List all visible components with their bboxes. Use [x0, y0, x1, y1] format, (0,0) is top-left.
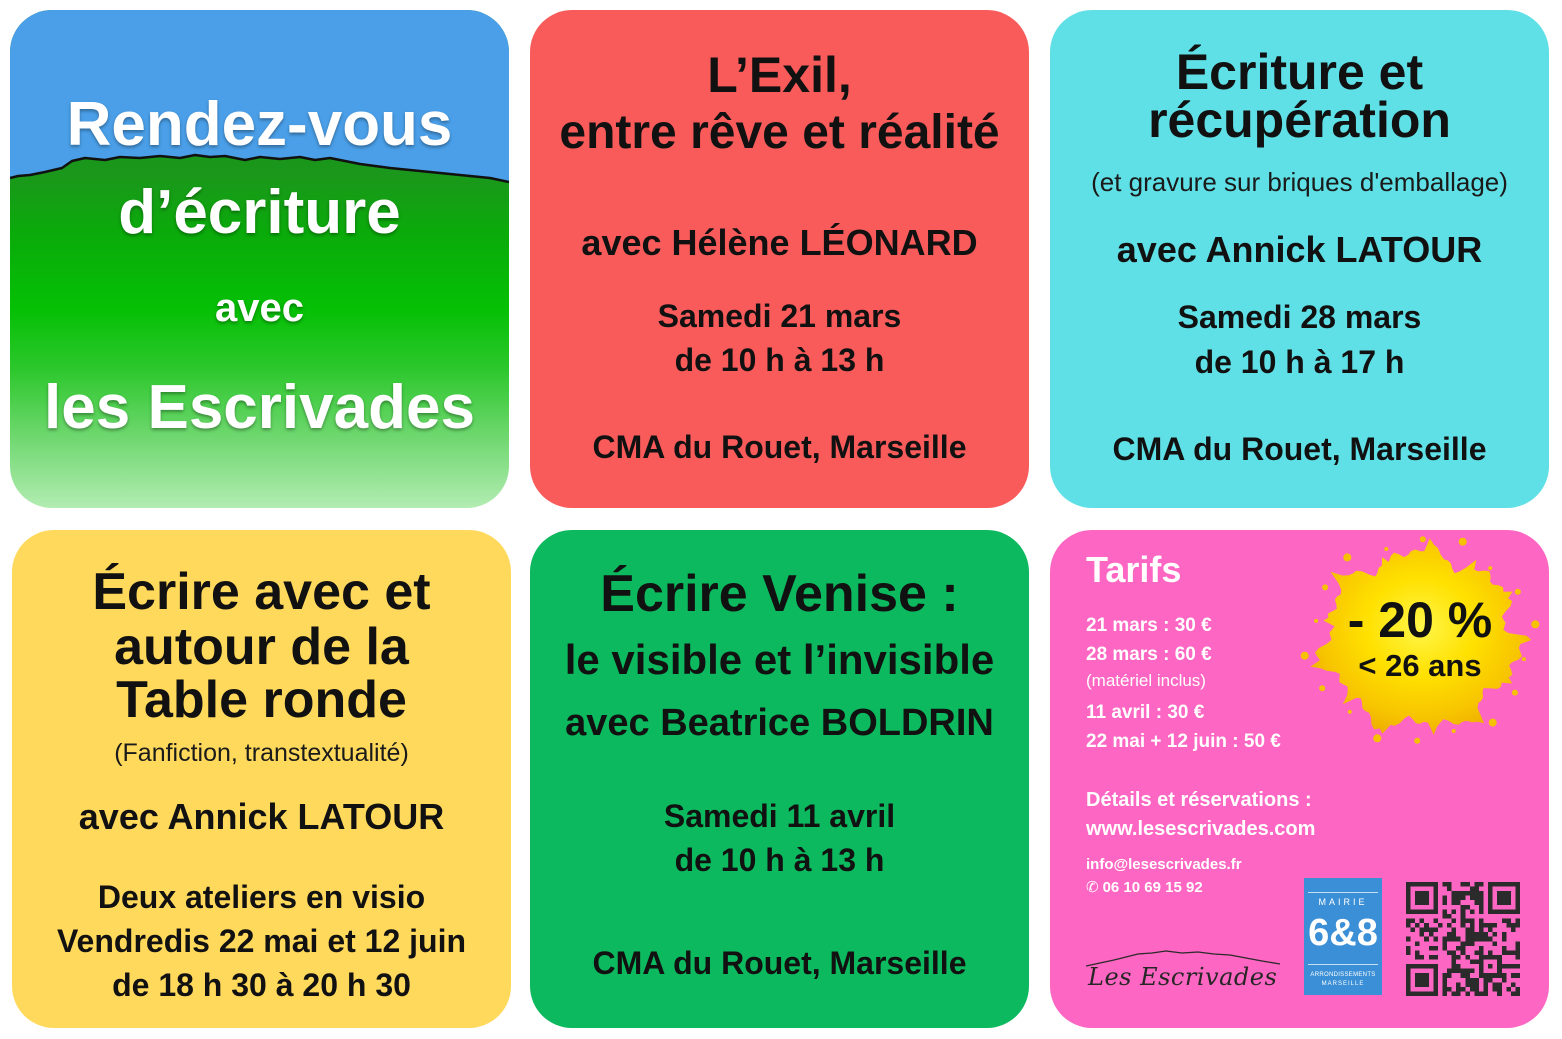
phone-number: 06 10 69 15 92 — [1102, 879, 1203, 896]
workshop-time: de 10 h à 13 h — [674, 342, 885, 378]
workshop-title-line-1: Écrire avec et — [92, 563, 431, 621]
mairie-rule-top — [1308, 892, 1378, 893]
discount-amount: - 20 % — [1347, 592, 1493, 648]
workshop-venise-tile — [530, 530, 1029, 1028]
workshop-table-ronde-tile — [12, 530, 511, 1028]
workshop-title-line-1: L’Exil, — [707, 47, 852, 103]
discount-condition: < 26 ans — [1358, 648, 1482, 683]
workshop-place: CMA du Rouet, Marseille — [592, 429, 967, 465]
workshop-place: CMA du Rouet, Marseille — [1112, 431, 1487, 467]
mairie-logo — [1304, 878, 1382, 995]
intro-title-line-3: avec — [215, 286, 304, 330]
workshop-subtitle: (et gravure sur briques d'emballage) — [1091, 167, 1508, 197]
intro-title-line-4: les Escrivades — [44, 373, 475, 442]
website-link[interactable]: www.lesescrivades.com — [1086, 818, 1316, 840]
splash-droplet — [1489, 719, 1497, 727]
workshop-host: avec Annick LATOUR — [78, 796, 445, 837]
workshop-title-line-2: autour de la — [114, 618, 409, 676]
workshop-place: CMA du Rouet, Marseille — [592, 945, 967, 981]
workshop-title-line-3: Table ronde — [116, 671, 407, 729]
workshop-title-line-2: entre rêve et réalité — [559, 106, 1000, 159]
price-item: 22 mai + 12 juin : 50 € — [1086, 731, 1281, 752]
escrivades-logo: Les Escrivades — [1088, 963, 1278, 991]
workshop-title-line-1: Écrire Venise : — [600, 565, 959, 623]
workshop-time: de 10 h à 17 h — [1194, 344, 1405, 380]
splash-droplet — [1301, 652, 1309, 660]
workshop-time: de 18 h 30 à 20 h 30 — [112, 967, 411, 1003]
mairie-line-1: ARRONDISSEMENTS — [1310, 972, 1376, 978]
splash-droplet — [1414, 738, 1420, 744]
workshop-title-line-1: Écriture et — [1175, 44, 1424, 100]
splash-droplet — [1452, 729, 1456, 733]
qr-code-icon — [1406, 882, 1520, 996]
workshop-date: Samedi 21 mars — [657, 298, 902, 334]
workshop-dates: Vendredis 22 mai et 12 juin — [56, 923, 467, 959]
email-link[interactable]: info@lesescrivades.fr — [1086, 856, 1242, 873]
splash-droplet — [1319, 685, 1325, 691]
splash-droplet — [1384, 547, 1388, 551]
workshop-host: avec Beatrice BOLDRIN — [565, 702, 994, 744]
splash-droplet — [1512, 690, 1518, 696]
intro-tile — [10, 10, 509, 508]
price-item: 28 mars : 60 € — [1086, 644, 1212, 665]
splash-droplet — [1531, 620, 1539, 628]
price-item: 11 avril : 30 € — [1086, 702, 1205, 723]
phone-line — [1086, 878, 1203, 897]
workshop-time: de 10 h à 13 h — [674, 842, 885, 878]
workshop-exil-tile — [530, 10, 1029, 508]
mairie-label: MAIRIE — [1318, 897, 1368, 907]
workshop-host: avec Annick LATOUR — [1116, 229, 1483, 270]
splash-droplet — [1420, 536, 1426, 542]
details-label: Détails et réservations : — [1086, 789, 1312, 811]
intro-title-line-1: Rendez-vous — [66, 90, 453, 159]
workshop-date: Samedi 28 mars — [1177, 299, 1422, 335]
workshop-subtitle: (Fanfiction, transtextualité) — [114, 739, 409, 767]
price-item: 21 mars : 30 € — [1086, 615, 1212, 636]
workshop-title-line-2: récupération — [1148, 92, 1451, 148]
mairie-rule-bottom — [1308, 964, 1378, 965]
price-note: (matériel inclus) — [1086, 671, 1206, 690]
workshop-format: Deux ateliers en visio — [97, 879, 426, 915]
mairie-line-2: MARSEILLE — [1321, 981, 1365, 987]
mairie-number: 6&8 — [1308, 912, 1378, 954]
splash-droplet — [1488, 566, 1492, 570]
phone-icon — [1086, 879, 1103, 896]
pricing-heading: Tarifs — [1086, 549, 1182, 590]
workshop-recuperation-tile — [1050, 10, 1549, 508]
splash-droplet — [1343, 553, 1351, 561]
splash-droplet — [1373, 734, 1381, 742]
splash-droplet — [1459, 538, 1467, 546]
workshop-title-line-2: le visible et l’invisible — [564, 636, 995, 683]
intro-title-line-2: d’écriture — [118, 178, 401, 247]
splash-droplet — [1348, 710, 1352, 714]
pricing-tile — [1050, 530, 1549, 1028]
workshop-date: Samedi 11 avril — [663, 798, 896, 834]
workshop-host: avec Hélène LÉONARD — [581, 222, 978, 263]
